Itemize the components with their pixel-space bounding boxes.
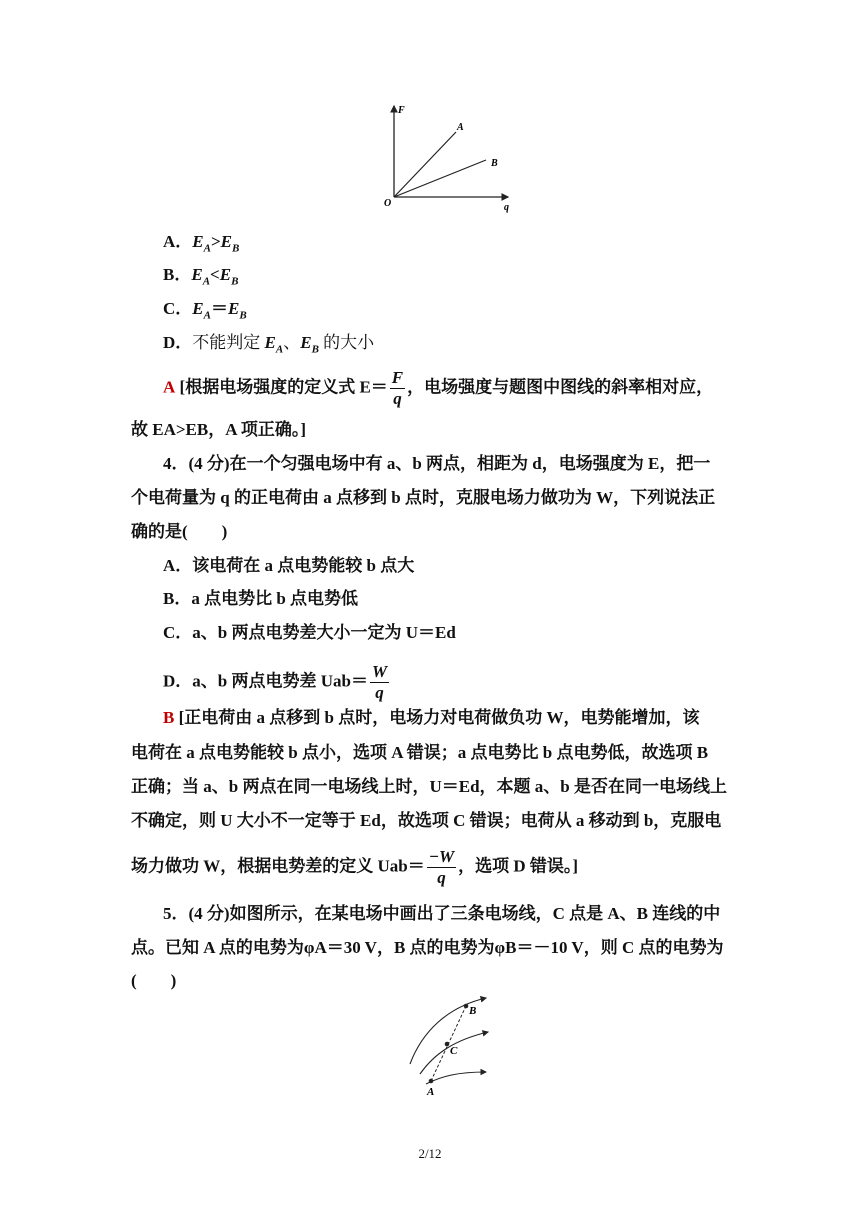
q3-explanation-post: ，电场强度与题图中图线的斜率相对应， [407,377,714,397]
point-b [464,1004,469,1009]
line-b-label: B [491,158,498,169]
line-a [394,132,456,197]
point-b-label: B [469,1005,477,1017]
q4-explanation-line3: 正确；当 a、b 两点在同一电场线上时，U＝Ed，本题 a、b 是否在同一电场线上 [131,777,727,796]
fq-graph [380,100,520,215]
point-c-label: C [450,1045,458,1057]
f-axis-label: F [398,105,405,116]
q4-option-d-fraction: $\frac{W}{q}$ [371,662,388,702]
q3-explanation-line1 [163,368,713,409]
q3-explanation-line2: 故 EA>EB，A 项正确。] [131,420,306,439]
q4-option-c: C．a、b 两点电势差大小一定为 U＝Ed [163,623,456,642]
q4-explanation-line2: 电荷在 a 点电势能较 b 点小，选项 A 错误；a 点电势比 b 点电势低，故选项 B [131,743,709,762]
q4-option-b: B．a 点电势比 b 点电势低 [163,589,359,608]
q-axis-label: q [504,202,509,213]
q4-stem-line3: 确的是( ) [131,522,228,541]
line-b [394,160,486,197]
q4-option-d: D．a、b 两点电势差 Uab＝ $\frac{W}{q}$ [163,662,388,702]
q4-answer-letter: B [163,708,175,727]
q4-stem-line2: 个电荷量为 q 的正电荷由 a 点移到 b 点时，克服电场力做功为 W，下列说法正 [131,488,716,507]
q4-option-a: A．该电荷在 a 点电势能较 b 点大 [163,556,415,575]
q3-option-d: D．不能判定 $E_A$、$E_B$ 的大小 [163,333,375,356]
q4-explanation-line1: B [正电荷由 a 点移到 b 点时，电场力对电荷做负功 W，电势能增加，该 [163,708,700,727]
point-c [445,1042,450,1047]
point-a-label: A [427,1086,435,1097]
origin-label: O [384,198,392,209]
field-line-bottom [426,1072,486,1084]
q4-explanation-fraction: $\frac{-W}{q}$ [428,847,455,887]
field-lines-figure [402,992,502,1097]
q5-stem-line1: 5．(4 分)如图所示，在某电场中画出了三条电场线，C 点是 A、B 连线的中 [163,904,721,923]
q4-explanation-line4: 不确定，则 U 大小不一定等于 Ed，故选项 C 错误；电荷从 a 移动到 b，克服电 [131,811,722,830]
q3-option-a: A．$E_A>E_B$ [163,232,240,255]
q3-option-c: C．$E_A=E_B$ [163,299,247,322]
q3-explanation-pre: [根据电场强度的定义式 E＝ [179,377,388,397]
q3-answer-letter: A [163,377,176,397]
q5-stem-line2: 点。已知 A 点的电势为φA＝30 V，B 点的电势为φB＝－10 V，则 C 点的电势为 [131,938,724,957]
line-a-label: A [457,122,464,133]
q4-stem-line1: 4．(4 分)在一个匀强电场中有 a、b 两点，相距为 d，电场强度为 E，把一 [163,454,711,473]
q3-option-b: B．$E_A<E_B$ [163,265,239,288]
q5-stem-line3: ( ) [131,971,177,990]
point-a [429,1079,434,1084]
q4-explanation-line5: 场力做功 W，根据电势差的定义 Uab＝ $\frac{-W}{q}$ ，选项 D 错误。] [131,847,579,887]
page-number: 2/12 [418,1146,442,1161]
q3-fraction: $\frac{F}{q}$ [391,368,404,408]
